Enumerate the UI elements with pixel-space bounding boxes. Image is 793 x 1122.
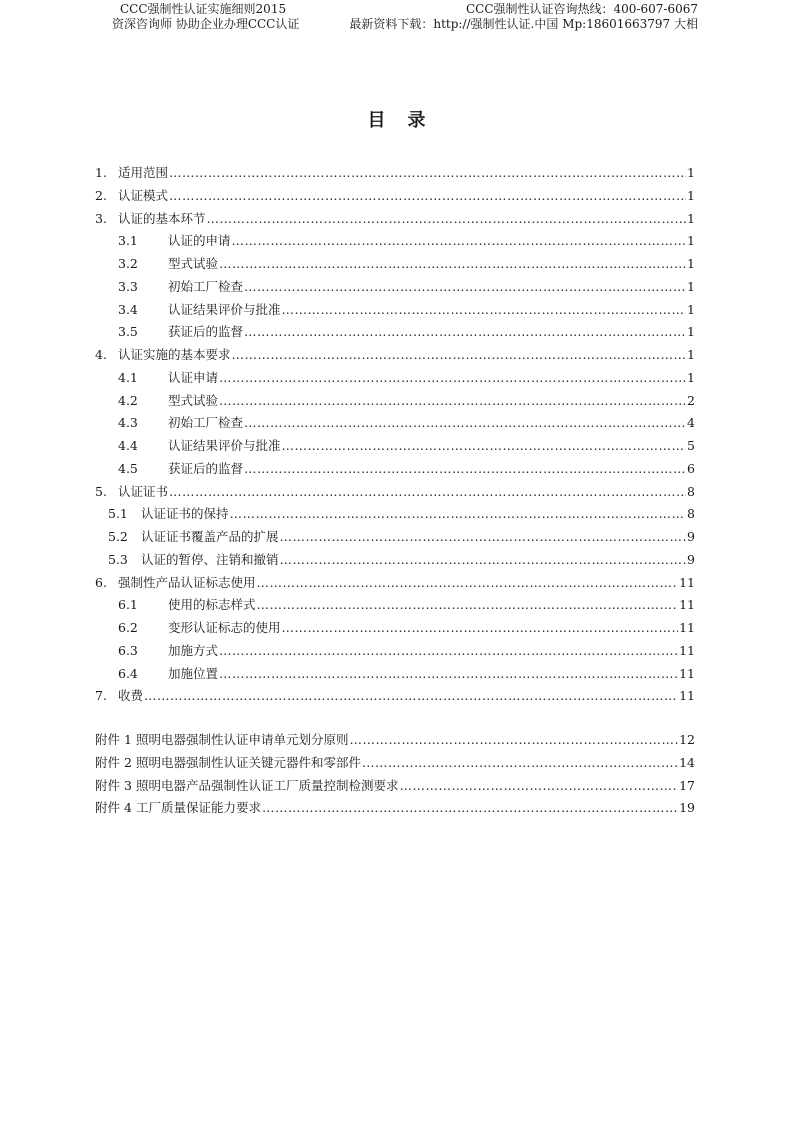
entry-number: 3.4	[118, 301, 138, 317]
dot-leader	[219, 369, 686, 387]
entry-number: 6.3	[118, 642, 138, 658]
entry-label: 强制性产品认证标志使用	[118, 574, 256, 590]
entry-label: 认证证书	[118, 483, 169, 499]
entry-number: 6.4	[118, 665, 138, 681]
entry-page-number: 1	[687, 369, 695, 385]
entry-label: 获证后的监督	[168, 324, 244, 340]
entry-number: 6.1	[118, 597, 138, 613]
toc-entry[interactable]	[95, 232, 695, 250]
dot-leader	[219, 642, 678, 660]
entry-number: 3.1	[118, 233, 138, 249]
entry-page-number: 1	[687, 165, 695, 180]
entry-page-number: 6	[687, 460, 695, 476]
toc-entry[interactable]	[95, 505, 695, 523]
entry-number: 5.1	[108, 506, 128, 522]
entry-number: 4.3	[118, 415, 138, 431]
dot-leader	[282, 437, 687, 455]
dot-leader	[219, 392, 686, 410]
toc-entry[interactable]	[95, 323, 695, 341]
entry-label: 型式试验	[168, 256, 219, 271]
dot-leader	[362, 754, 678, 772]
dot-leader	[399, 777, 678, 795]
entry-number: 附件 1	[95, 732, 132, 747]
entry-label: 认证证书覆盖产品的扩展	[141, 529, 279, 544]
entry-page-number: 11	[679, 665, 695, 681]
entry-number: 1.	[95, 165, 107, 180]
entry-page-number: 11	[679, 620, 695, 635]
toc-entry[interactable]	[95, 278, 695, 296]
toc-entry[interactable]	[95, 551, 695, 569]
entry-number: 4.4	[118, 438, 138, 453]
toc-entry[interactable]	[95, 414, 695, 432]
dot-leader	[244, 460, 686, 478]
entry-page-number: 1	[687, 187, 695, 203]
entry-label: 认证申请	[168, 369, 219, 385]
dot-leader	[257, 574, 679, 592]
entry-number: 4.5	[118, 460, 138, 476]
page-title: 目录	[367, 110, 448, 131]
header-hotline: CCC强制性认证咨询热线：400-607-6067	[465, 2, 698, 16]
toc-entry[interactable]	[95, 255, 695, 273]
toc-entry[interactable]	[95, 687, 695, 705]
entry-page-number: 9	[687, 551, 695, 567]
toc-entry[interactable]	[95, 301, 695, 319]
entry-number: 6.	[95, 574, 107, 590]
header-row-top	[120, 2, 698, 17]
entry-number: 2.	[95, 187, 107, 203]
dot-leader	[244, 278, 686, 296]
entry-label: 工厂质量保证能力要求	[135, 800, 261, 816]
entry-label: 加施位置	[168, 665, 219, 681]
entry-label: 认证结果评价与批准	[168, 438, 281, 453]
dot-leader	[349, 731, 678, 749]
entry-page-number: 1	[687, 278, 695, 294]
entry-page-number: 11	[679, 597, 695, 613]
entry-page-number: 9	[687, 529, 695, 544]
entry-label: 收费	[118, 688, 144, 704]
entry-label: 认证证书的保持	[141, 506, 229, 522]
entry-label: 型式试验	[168, 392, 219, 408]
entry-number: 6.2	[118, 620, 138, 635]
entry-number: 4.2	[118, 392, 138, 408]
toc-entry[interactable]	[95, 483, 695, 501]
entry-number: 5.2	[108, 529, 128, 544]
entry-label: 认证的申请	[168, 233, 231, 249]
entry-page-number: 11	[679, 642, 695, 658]
entry-label: 加施方式	[168, 642, 219, 658]
toc-entry[interactable]	[95, 187, 695, 205]
entry-page-number: 11	[679, 574, 695, 590]
toc-entry[interactable]	[95, 437, 695, 455]
dot-leader	[282, 301, 687, 319]
attachment-entry[interactable]	[95, 777, 695, 795]
entry-page-number: 2	[687, 392, 695, 408]
entry-page-number: 14	[679, 754, 695, 770]
dot-leader	[219, 665, 678, 683]
entry-label: 认证的基本环节	[118, 210, 206, 226]
entry-number: 7.	[95, 688, 107, 704]
dot-leader	[232, 232, 687, 250]
entry-page-number: 8	[687, 483, 695, 499]
dot-leader	[280, 528, 687, 546]
entry-label: 初始工厂检查	[168, 415, 244, 431]
entry-label: 初始工厂检查	[168, 278, 244, 294]
dot-leader	[169, 164, 686, 182]
dot-leader	[169, 187, 686, 205]
dot-leader	[230, 505, 687, 523]
entry-number: 5.	[95, 483, 107, 499]
dot-leader	[169, 483, 686, 501]
entry-number: 附件 4	[95, 800, 132, 816]
entry-page-number: 19	[679, 800, 695, 816]
toc-entry[interactable]	[95, 619, 695, 637]
entry-page-number: 1	[687, 233, 695, 249]
entry-label: 获证后的监督	[168, 460, 244, 476]
entry-number: 4.	[95, 347, 107, 362]
toc-entry[interactable]	[95, 574, 695, 592]
entry-number: 3.2	[118, 256, 138, 271]
dot-leader	[232, 346, 687, 364]
entry-number: 4.1	[118, 369, 138, 385]
header-row-bottom	[112, 17, 698, 32]
dot-leader	[244, 414, 686, 432]
dot-leader	[280, 551, 687, 569]
entry-label: 使用的标志样式	[168, 597, 256, 613]
entry-label: 照明电器强制性认证关键元器件和零部件	[135, 754, 361, 770]
dot-leader	[244, 323, 686, 341]
entry-number: 5.3	[108, 551, 128, 567]
entry-label: 变形认证标志的使用	[168, 620, 281, 635]
dot-leader	[282, 619, 679, 637]
entry-page-number: 11	[679, 688, 695, 704]
entry-label: 认证的暂停、注销和撤销	[141, 551, 279, 567]
entry-page-number: 1	[687, 210, 695, 226]
dot-leader	[144, 687, 678, 705]
entry-page-number: 8	[687, 506, 695, 522]
entry-page-number: 1	[687, 347, 695, 362]
entry-label: 照明电器强制性认证申请单元划分原则	[135, 732, 349, 747]
entry-page-number: 5	[687, 438, 695, 453]
entry-number: 3.	[95, 210, 107, 226]
attachment-entry[interactable]	[95, 731, 695, 749]
entry-label: 照明电器产品强制性认证工厂质量控制检测要求	[135, 777, 399, 793]
header-doc-title: CCC强制性认证实施细则2015	[120, 2, 287, 16]
toc-entry[interactable]	[95, 346, 695, 364]
entry-page-number: 1	[687, 324, 695, 340]
toc-entry[interactable]	[95, 392, 695, 410]
entry-label: 认证实施的基本要求	[118, 347, 231, 362]
entry-number: 附件 2	[95, 754, 132, 770]
entry-page-number: 4	[687, 415, 695, 431]
header-consultant: 资深咨询师 协助企业办理CCC认证	[112, 17, 300, 31]
entry-page-number: 1	[687, 256, 695, 271]
dot-leader	[257, 596, 679, 614]
entry-page-number: 12	[679, 732, 695, 747]
toc-entry[interactable]	[95, 369, 695, 387]
entry-page-number: 1	[687, 301, 695, 317]
header-download-info: 最新资料下载：http://强制性认证.中国 Mp:18601663797 大相	[349, 17, 698, 31]
dot-leader	[207, 210, 687, 228]
dot-leader	[262, 799, 678, 817]
toc-entry[interactable]	[95, 210, 695, 228]
dot-leader	[219, 255, 686, 273]
toc-entry[interactable]	[95, 596, 695, 614]
toc-entry[interactable]	[95, 460, 695, 478]
entry-number: 3.3	[118, 278, 138, 294]
entry-page-number: 17	[679, 777, 695, 793]
attachment-entry[interactable]	[95, 754, 695, 772]
toc-entry[interactable]	[95, 665, 695, 683]
entry-label: 适用范围	[118, 165, 169, 180]
entry-number: 附件 3	[95, 777, 132, 793]
toc-entry[interactable]	[95, 642, 695, 660]
attachment-entry[interactable]	[95, 799, 695, 817]
entry-label: 认证模式	[118, 187, 169, 203]
toc-entry[interactable]	[95, 528, 695, 546]
entry-label: 认证结果评价与批准	[168, 301, 281, 317]
toc-entry[interactable]	[95, 164, 695, 182]
entry-number: 3.5	[118, 324, 138, 340]
